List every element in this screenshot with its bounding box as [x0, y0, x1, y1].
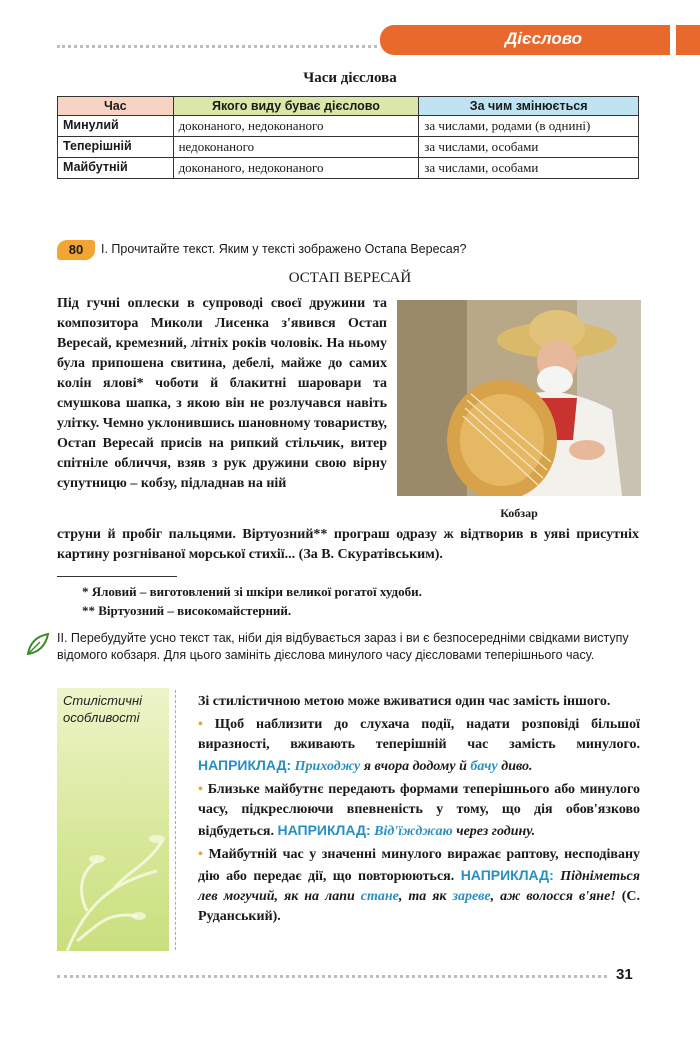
example-text: , аж волосся в'яне! [490, 889, 616, 904]
rule-3 [198, 845, 640, 927]
header-cell-changes: За чим змінюється [419, 97, 639, 116]
section-tab [380, 25, 700, 55]
example-highlight: бачу [470, 759, 498, 774]
example-highlight: стане [360, 889, 399, 904]
cell-tense: Минулий [58, 116, 174, 137]
cell-aspect: недоконаного [173, 137, 419, 158]
floral-ornament [57, 751, 169, 951]
bullet-icon: • [198, 782, 203, 797]
style-note-sidebar [57, 688, 169, 951]
table-row [58, 116, 639, 137]
example-highlight: Від'їжджаю [374, 824, 453, 839]
rule-1 [198, 715, 640, 777]
note-separator [175, 690, 176, 950]
cell-changes: за числами, особами [419, 158, 639, 179]
leaf-icon [24, 630, 52, 663]
table-row [58, 137, 639, 158]
cell-tense: Майбутній [58, 158, 174, 179]
rules-intro-text: Зі стилістичною метою може вживатися один час замість іншого. [198, 694, 611, 709]
example-marker: НАПРИКЛАД: [277, 822, 371, 838]
example-highlight: заревe [452, 889, 491, 904]
rule-2 [198, 780, 640, 842]
header-cell-aspect: Якого виду буває дієслово [173, 97, 419, 116]
footnote-2: ** Віртуозний – високомайстерний. [82, 603, 292, 618]
example-text: диво. [497, 759, 533, 774]
cell-changes: за числами, особами [419, 137, 639, 158]
example-text: я вчора додому й [360, 759, 471, 774]
footnote-1: * Яловий – виготовлений зі шкіри великої рогатої худоби. [82, 584, 422, 599]
table-title: Часи дієслова [303, 70, 397, 86]
task-two: ІІ. Перебудуйте усно текст так, ніби дія відбувається зараз і ви є безпосередніми свідками виступу відомого кобзаря. Для цього замініть дієслова минулого часу дієсловами теперішнього часу. [57, 631, 629, 662]
tab-notch [670, 25, 676, 55]
header-cell-tense: Час [58, 97, 174, 116]
task-one: І. Прочитайте текст. Яким у тексті зображено Остапа Вересая? [101, 242, 467, 256]
example-marker: НАПРИКЛАД: [198, 757, 292, 773]
example-marker: НАПРИКЛАД: [460, 867, 554, 883]
tenses-table [57, 96, 639, 179]
exercise-number-badge: 80 [57, 240, 95, 260]
example-source: (С. Руданський). [198, 889, 640, 924]
bullet-icon: • [198, 847, 203, 862]
example-highlight: Приходжу [294, 759, 361, 774]
style-rules [198, 692, 640, 930]
story-text-part1: Під гучні оплески в супроводі своєї дружини та композитора Миколи Лисенка з'явився Остап Вересай, кремезний, літніх років чоловік. На ньому була припошена свитина, дебелі, майже до самих колін яловi* чоботи й блакитні шаровари та смушкова шапка, з якою він не розлучався навіть улітку. Чемно уклонившись шановному товариству, Остап Вересай присів на рипкий стільчик, витер спітніле обличчя, взяв з рук дружини свою вірну супутницю – кобзу, підладнав на ній [57, 296, 387, 491]
photo-caption: Кобзар [500, 506, 538, 520]
rule-3-text: Майбутній час у значенні минулого виражає раптову, несподівану дію або передає дії, що повторюються. [198, 847, 641, 884]
cell-changes: за числами, родами (в однині) [419, 116, 639, 137]
footer-dotted-rule [57, 975, 607, 978]
story-text-part2: струни й пробіг пальцями. Віртуозний** програш одразу ж відтворив в уяві присутніх картину розгніваної морської стихії... (За В. Скуратівським). [57, 527, 639, 562]
bullet-icon: • [198, 717, 203, 732]
kobzar-photo [397, 300, 641, 496]
rules-intro [198, 692, 640, 712]
style-note-label: Стилістичні особливості [63, 693, 142, 725]
cell-tense: Теперішній [58, 137, 174, 158]
rule-2-text: Близьке майбутнє передають формами теперішнього або минулого часу, підкреслюючи впевненість у тому, що дія обов'язково відбудеться. [198, 782, 640, 839]
page-number: 31 [616, 966, 633, 983]
cell-aspect: доконаного, недоконаного [173, 116, 419, 137]
example-text: Підніметься лев могучий, як на лапи [198, 869, 640, 904]
story-title: ОСТАП ВЕРЕСАЙ [288, 270, 412, 286]
table-row [58, 158, 639, 179]
rule-1-text: Щоб наблизити до слухача події, надати розповіді більшої виразності, вживають теперішній час замість минулого. [198, 717, 640, 752]
kobzar-illustration [397, 300, 641, 496]
footnote-divider [57, 576, 177, 577]
table-header-row [58, 97, 639, 116]
example-text: через годину. [452, 824, 536, 839]
cell-aspect: доконаного, недоконаного [173, 158, 419, 179]
section-title: Дієслово [505, 29, 582, 48]
example-text: , та як [398, 889, 453, 904]
header-dotted-rule [57, 45, 377, 48]
